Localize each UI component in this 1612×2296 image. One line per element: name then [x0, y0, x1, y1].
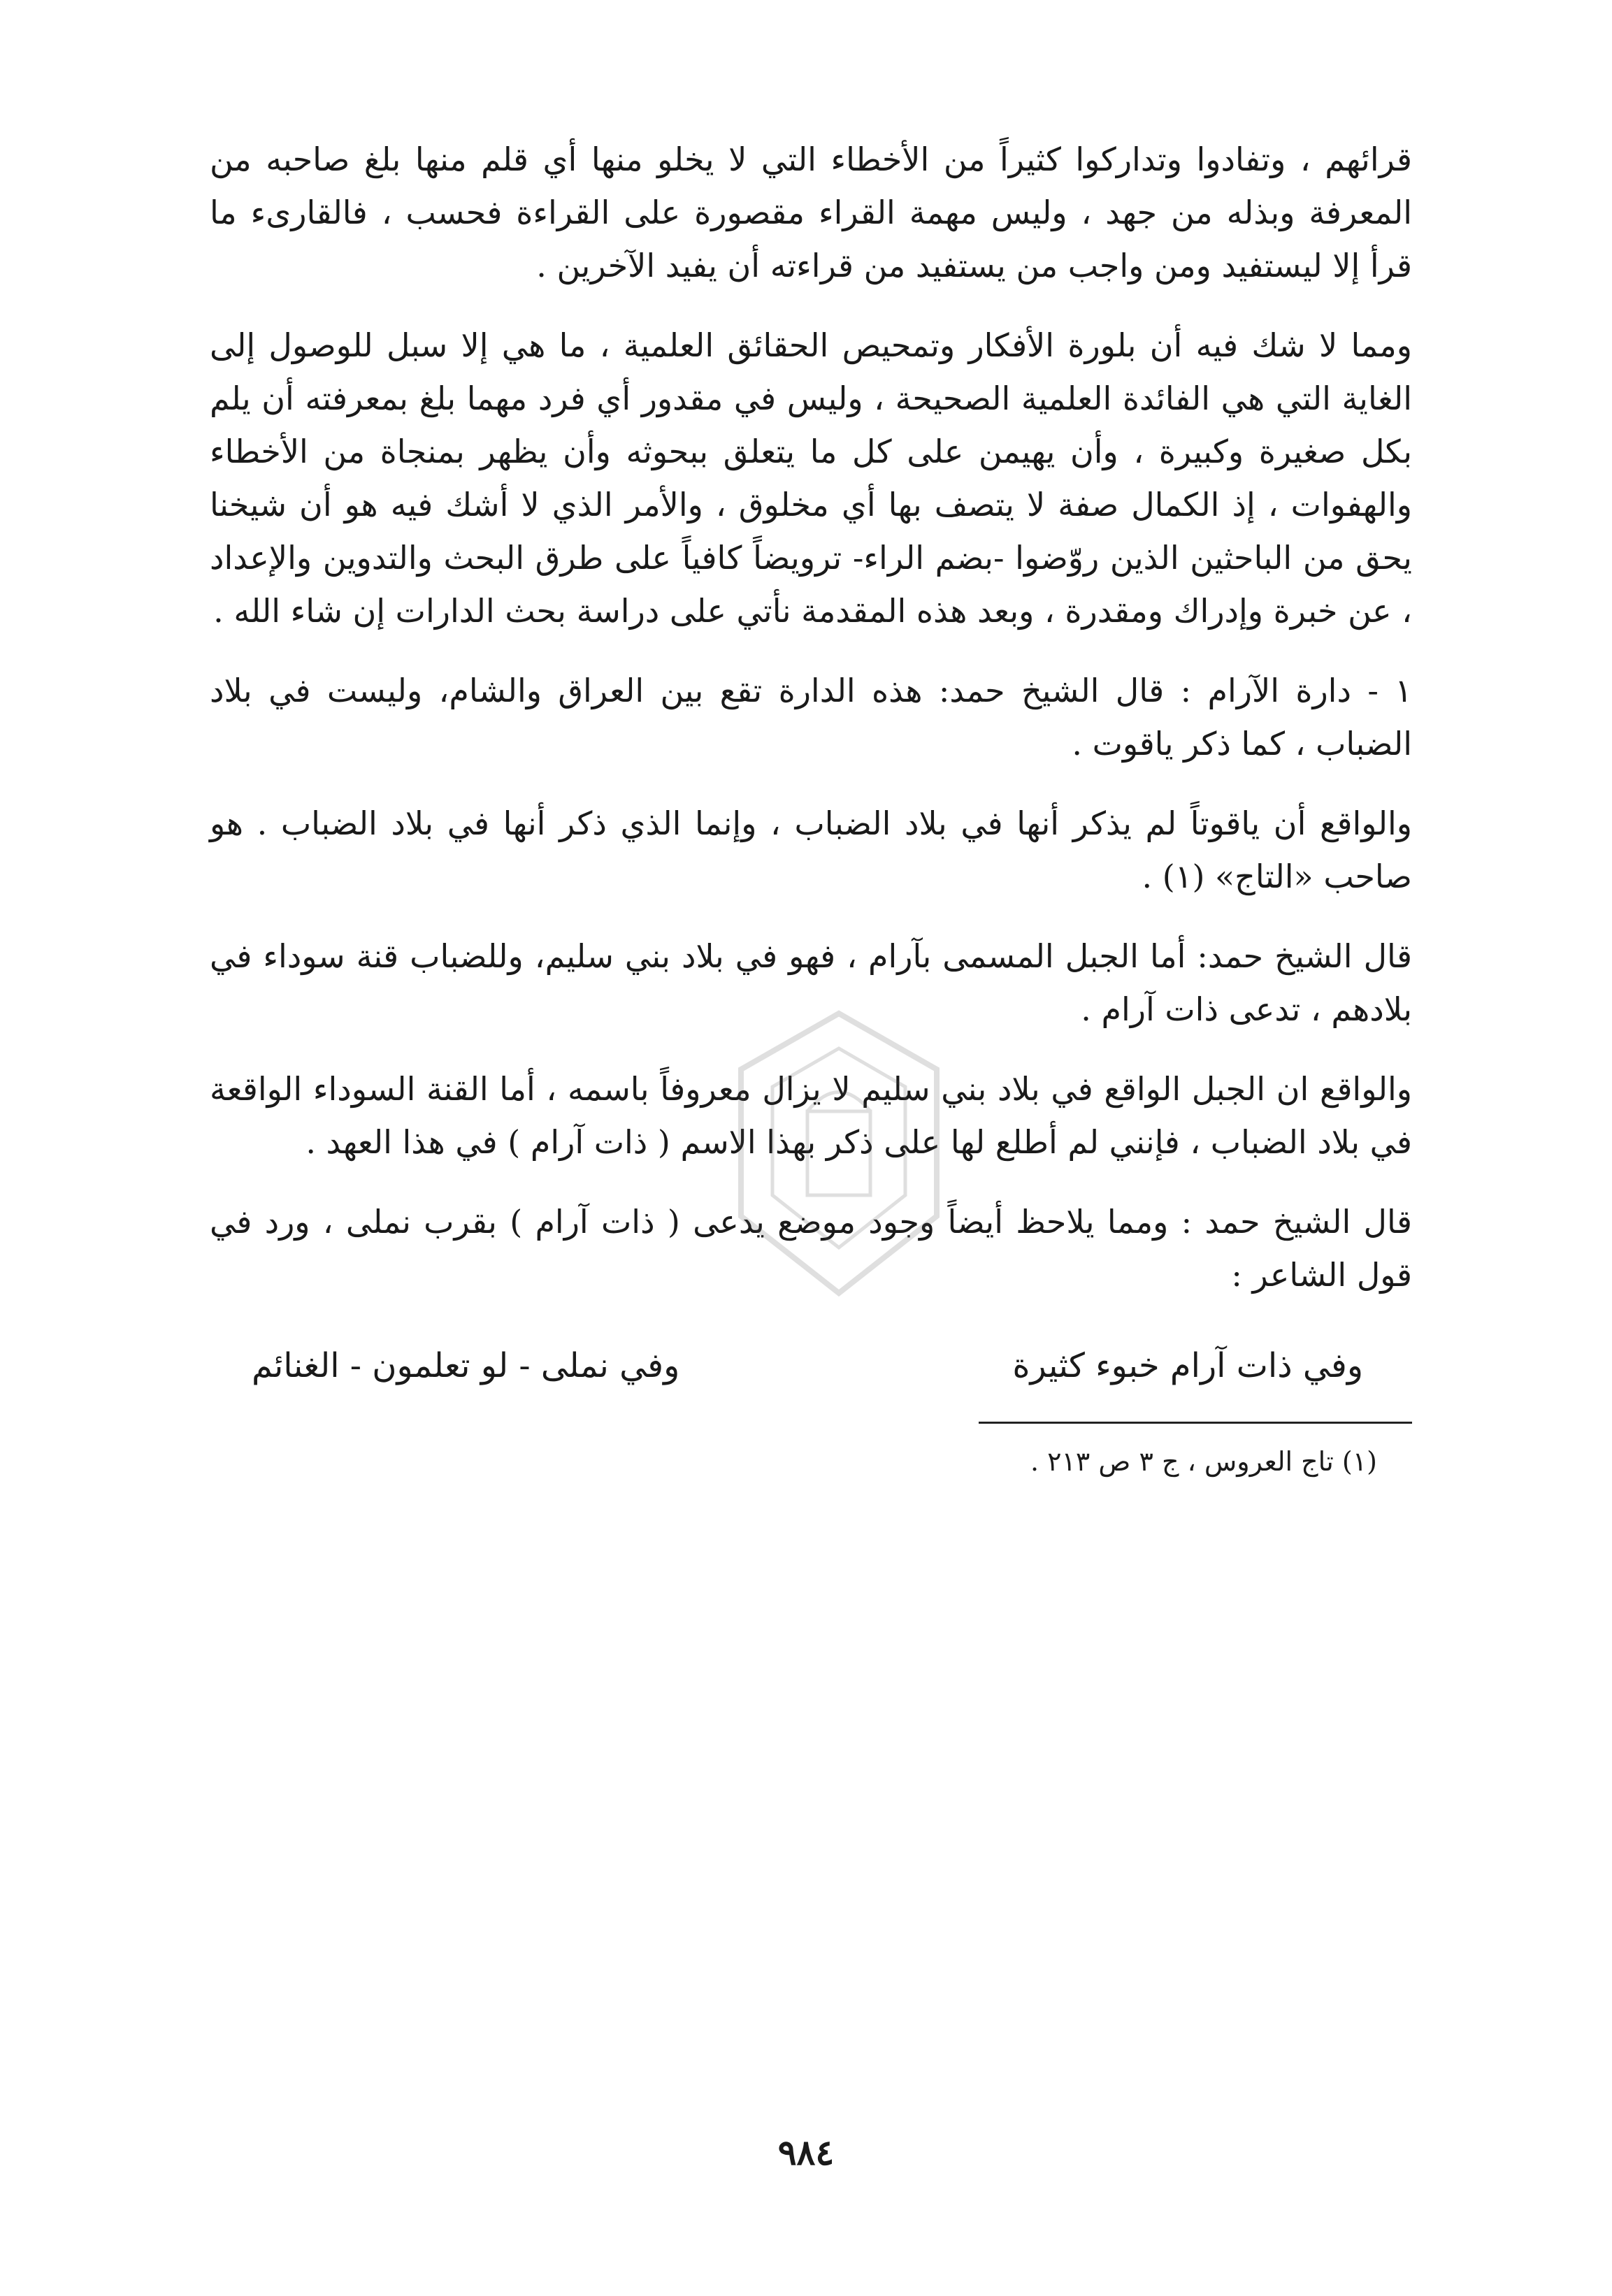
page-number: ٩٨٤	[777, 2132, 835, 2173]
footnote-divider	[979, 1422, 1412, 1424]
paragraph-6: والواقع ان الجبل الواقع في بلاد بني سليم لا يزال معروفاً باسمه ، أما القنة السوداء الواقعة في بلاد الضباب ، فإنني لم أطلع لها على ذكر بهذا الاسم ( ذات آرام ) في هذا العهد .	[210, 1070, 1412, 1161]
paragraph-3: ١ - دارة الآرام : قال الشيخ حمد: هذه الدارة تقع بين العراق والشام، وليست في بلاد الضباب ، كما ذكر ياقوت .	[210, 672, 1412, 763]
verse-first-hemistich: وفي ذات آرام خبوء كثيرة	[1012, 1346, 1363, 1385]
library-seal-watermark	[734, 1006, 944, 1300]
verse-second-hemistich: وفي نملى - لو تعلمون - الغنائم	[252, 1346, 680, 1385]
paragraph-1: قرائهم ، وتفادوا وتداركوا كثيراً من الأخطاء التي لا يخلو منها أي قلم منها بلغ صاحبه من المعرفة وبذله من جهد ، وليس مهمة القراء مقصورة على القراءة فحسب ، فالقارىء ما قرأ إلا ليستفيد ومن واجب من يستفيد من قراءته أن يفيد الآخرين .	[210, 140, 1412, 284]
paragraph-5: قال الشيخ حمد: أما الجبل المسمى بآرام ، فهو في بلاد بني سليم، وللضباب قنة سوداء في بلادهم ، تدعى ذات آرام .	[210, 937, 1412, 1028]
footnote: (١) تاج العروس ، ج ٣ ص ٢١٣ .	[1030, 1446, 1377, 1477]
poetry-verse	[252, 1338, 1363, 1394]
paragraph-4: والواقع أن ياقوتاً لم يذكر أنها في بلاد الضباب ، وإنما الذي ذكر أنها في بلاد الضباب . هو صاحب «التاج» (١) .	[210, 804, 1412, 895]
paragraph-2: ومما لا شك فيه أن بلورة الأفكار وتمحيص الحقائق العلمية ، ما هي إلا سبل للوصول إلى الغاية التي هي الفائدة العلمية الصحيحة ، وليس في مقدور أي فرد مهما بلغ بمعرفته أن يلم بكل صغيرة وكبيرة ، وأن يهيمن على كل ما يتعلق ببحوثه وأن يظهر بمنجاة من الأخطاء والهفوات ، إذ الكمال صفة لا يتصف بها أي مخلوق ، والأمر الذي لا أشك فيه هو أن شيخنا يحق من الباحثين الذين روّضوا -بضم الراء- ترويضاً كافياً على طرق البحث والتدوين والإعداد ، عن خبرة وإدراك ومقدرة ، وبعد هذه المقدمة نأتي على دراسة بحث الدارات إن شاء الله .	[210, 326, 1412, 630]
paragraph-7: قال الشيخ حمد : ومما يلاحظ أيضاً وجود موضع يدعى ( ذات آرام ) بقرب نملى ، ورد في قول الشاعر :	[210, 1203, 1412, 1294]
